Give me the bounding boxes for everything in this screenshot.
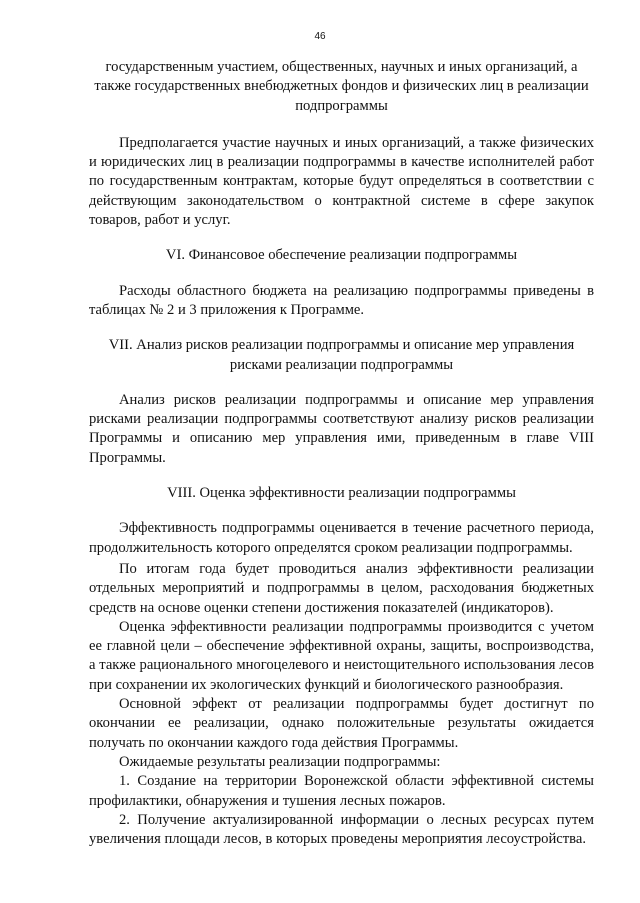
section-8-paragraph: По итогам года будет проводиться анализ эффективности реализации отдельных мероприятий и подпрограммы в целом, расходования бюджетных средств на основе оценки степени достижения показателей (индикаторов).	[89, 560, 594, 616]
section-8-paragraph: Эффективность подпрограммы оценивается в течение расчетного периода, продолжительность которого определятся сроком реализации подпрограммы.	[89, 520, 594, 556]
section-7-paragraph: Анализ рисков реализации подпрограммы и описание мер управления рисками реализации подпрограммы соответствуют анализу рисков реализации Программы и описанию мер управления ими, приведенным в главе VIII Программы.	[89, 391, 594, 466]
section-7-heading: VII. Анализ рисков реализации подпрограммы и описание мер управления рисками реализации подпрограммы	[108, 337, 575, 373]
intro-paragraph: Предполагается участие научных и иных организаций, а также физических и юридических лиц в реализации подпрограммы в качестве исполнителей работ по государственным контрактам, которые будут определяться в соответствии с действующим законодательством о контрактной системе в сфере закупок товаров, работ и услуг.	[89, 134, 594, 229]
section-6-paragraph: Расходы областного бюджета на реализацию подпрограммы приведены в таблицах № 2 и 3 приложения к Программе.	[89, 282, 594, 318]
section-8-paragraph: Основной эффект от реализации подпрограммы будет достигнут по окончании ее реализации, однако положительные результаты ожидается получать по окончании каждого года действия Программы.	[89, 696, 594, 751]
section-6-heading: VI. Финансовое обеспечение реализации подпрограммы	[165, 247, 518, 264]
section-8-heading: VIII. Оценка эффективности реализации подпрограммы	[167, 485, 516, 502]
intro-heading: государственным участием, общественных, научных и иных организаций, а также государственных внебюджетных фондов и физических лиц в реализации подпрограммы	[94, 59, 589, 114]
expected-results-intro: Ожидаемые результаты реализации подпрограммы:	[119, 753, 441, 770]
page-number: 46	[314, 31, 326, 42]
expected-result-item: 1. Создание на территории Воронежской области эффективной системы профилактики, обнаружения и тушения лесных пожаров.	[89, 773, 594, 809]
expected-result-item: 2. Получение актуализированной информации о лесных ресурсах путем увеличения площади лесов, в которых проведены мероприятия лесоустройства.	[89, 811, 594, 848]
section-8-paragraph: Оценка эффективности реализации подпрограммы производится с учетом ее главной цели – обеспечение эффективной охраны, защиты, воспроизводства, а также рационального многоцелевого и неистощительного использования лесов при сохранении их экологических функций и биологического разнообразия.	[89, 618, 594, 693]
page-content	[89, 58, 594, 849]
